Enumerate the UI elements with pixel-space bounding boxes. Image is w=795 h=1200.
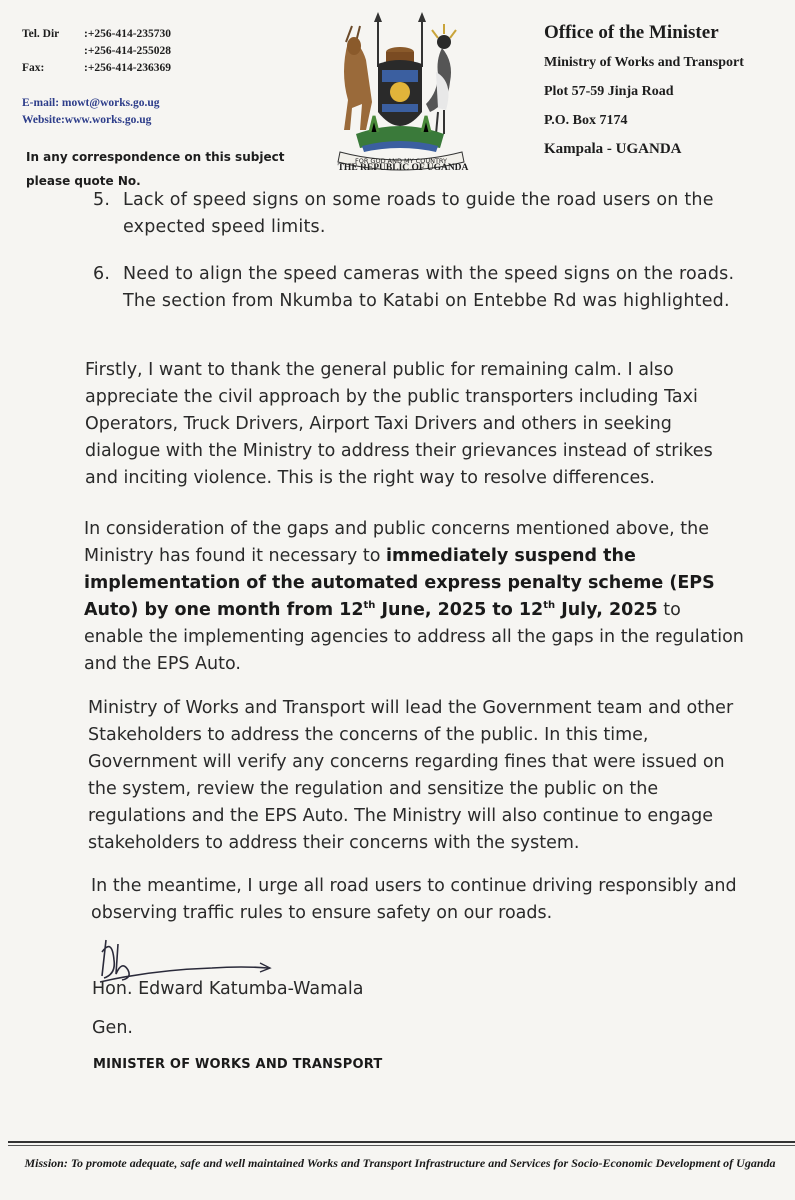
fax-row	[22, 60, 171, 77]
address-line-1: Plot 57-59 Jinja Road	[544, 84, 674, 99]
city: Kampala -	[544, 141, 616, 157]
online-contacts	[22, 95, 160, 129]
paragraph-suspension	[84, 516, 744, 678]
signatory-title: MINISTER OF WORKS AND TRANSPORT	[93, 1057, 383, 1072]
tel-number-2: :+256-414-255028	[84, 45, 172, 57]
correspondence-note	[26, 145, 326, 193]
suspension-sup-b: th	[543, 600, 556, 612]
list-item	[93, 187, 753, 247]
suspension-sup-a: th	[363, 600, 376, 612]
fax-number: :+256-414-236369	[84, 62, 172, 74]
suspension-bold-a: immediately suspend the implementation of the automated express penalty scheme (EPS Auto) by one month from 12	[84, 546, 715, 620]
paragraph-meantime	[91, 873, 751, 927]
mission-statement: Mission: To promote adequate, safe and well maintained Works and Transport Infrastructure and Services for Socio-Economic Development of Uganda	[24, 1156, 776, 1170]
list-item-number: 6.	[93, 264, 111, 284]
list-item	[93, 261, 753, 345]
signatory-name: Hon. Edward Katumba-Wamala	[92, 979, 364, 999]
website-link[interactable]: Website:www.works.go.ug	[22, 114, 152, 126]
paragraph-government-team-text: Ministry of Works and Transport will lead the Government team and other Stakeholders to address the concerns of the public. In this time, Government will verify any concerns regarding fines that were issued on the system, review the regulation and sensitize the public on the regulations and the EPS Auto. The Ministry will also continue to engage stakeholders to address their concerns with the system.	[88, 698, 734, 853]
address-line-2: P.O. Box 7174	[544, 113, 628, 128]
suspension-intro: In consideration of the gaps and public concerns mentioned above, the Ministry has found it necessary to	[84, 519, 709, 566]
tel-row	[22, 26, 171, 43]
tel-row-2	[22, 43, 171, 60]
signatory-rank: Gen.	[92, 1018, 133, 1038]
paragraph-suspension-text	[84, 516, 744, 678]
office-address	[544, 18, 744, 163]
correspondence-note-line2: please quote No.	[26, 174, 141, 188]
list-item-text: Lack of speed signs on some roads to guide the road users on the expected speed limits.	[123, 190, 714, 237]
office-title: Office of the Minister	[544, 22, 719, 43]
list-item-text: Need to align the speed cameras with the speed signs on the roads. The section from Nkumba to Katabi on Entebbe Rd was highlighted.	[123, 264, 735, 311]
footer-divider	[8, 1141, 795, 1143]
paragraph-government-team	[88, 695, 748, 857]
paragraph-thanks	[85, 357, 745, 492]
uganda-coat-of-arms	[326, 12, 476, 182]
crest-motto: FOR GOD AND MY COUNTRY	[354, 157, 448, 165]
contact-block	[22, 26, 171, 77]
suspension-bold-c: July, 2025	[555, 600, 658, 620]
tel-label-2	[22, 43, 84, 60]
tel-label: Tel. Dir	[22, 28, 60, 40]
republic-label: THE REPUBLIC OF UGANDA	[337, 163, 469, 173]
email-link[interactable]: E-mail: mowt@works.go.ug	[22, 97, 160, 109]
list-item-number: 5.	[93, 190, 111, 210]
suspension-outro: to enable the implementing agencies to address all the gaps in the regulation and the EPS Auto.	[84, 600, 744, 674]
footer-divider-thin	[8, 1145, 795, 1146]
country: UGANDA	[615, 141, 682, 157]
suspension-bold-b: June, 2025 to 12	[375, 600, 544, 620]
city-line	[544, 135, 744, 163]
paragraph-meantime-text: In the meantime, I urge all road users to continue driving responsibly and observing traffic rules to ensure safety on our roads.	[91, 876, 737, 923]
ministry-name: Ministry of Works and Transport	[544, 55, 744, 70]
paragraph-thanks-text: Firstly, I want to thank the general public for remaining calm. I also appreciate the civil approach by the public transporters including Taxi Operators, Truck Drivers, Airport Taxi Drivers and others in seeking dialogue with the Ministry to address their grievances instead of strikes and inciting violence. This is the right way to resolve differences.	[85, 360, 713, 488]
fax-label: Fax:	[22, 62, 45, 74]
correspondence-note-line1: In any correspondence on this subject	[26, 150, 285, 164]
tel-number: :+256-414-235730	[84, 28, 172, 40]
